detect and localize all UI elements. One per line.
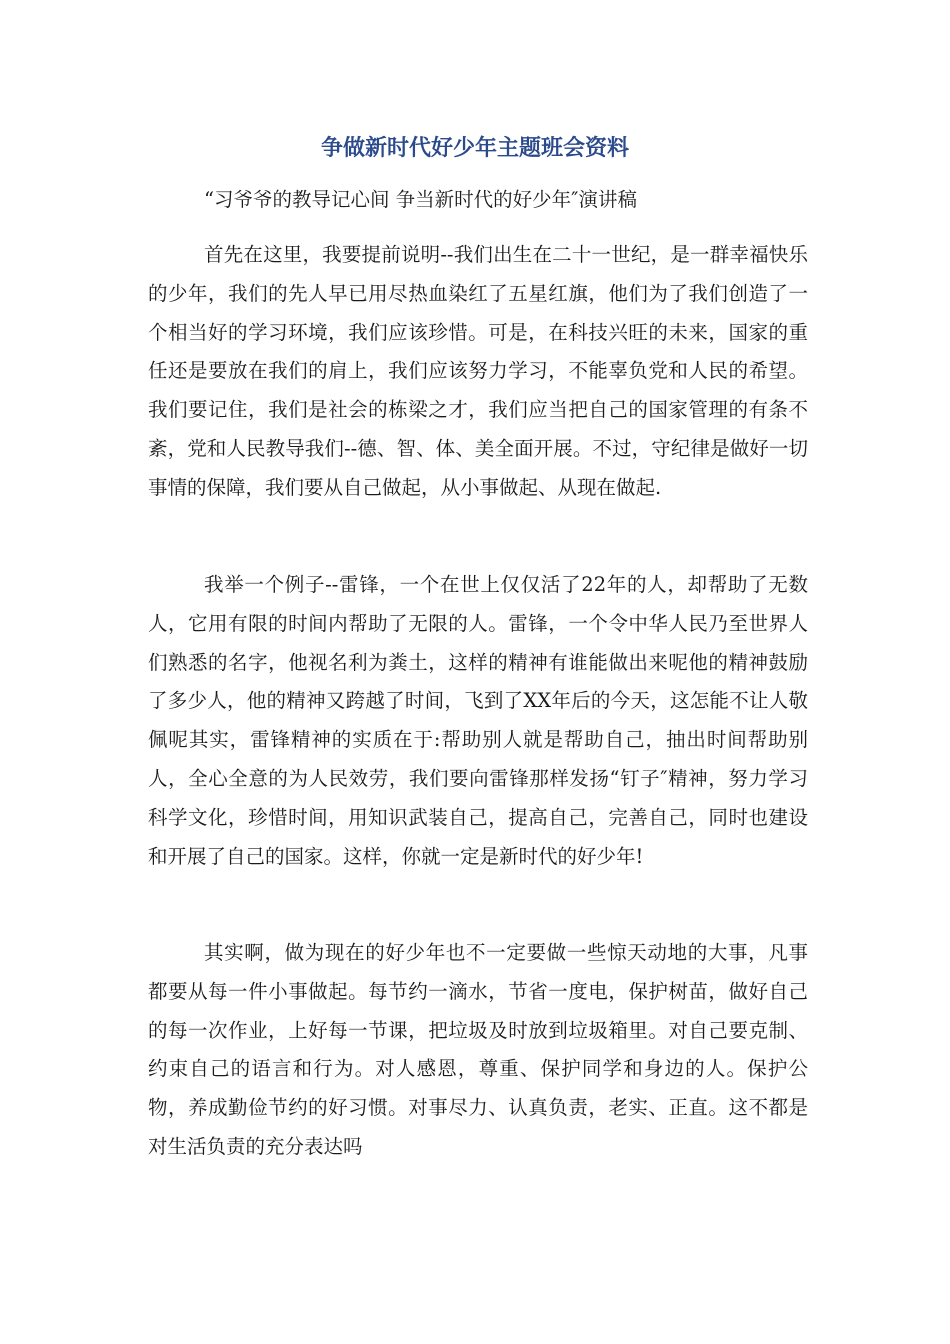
paragraph-intro: 首先在这里，我要提前说明--我们出生在二十一世纪，是一群幸福快乐的少年，我们的先人早已用尽热血染红了五星红旗，他们为了我们创造了一个相当好的学习环境，我们应该珍惜。可是，在科技兴旺的未来，国家的重任还是要放在我们的肩上，我们应该努力学习，不能辜负党和人民的希望。我们要记住，我们是社会的栋梁之才，我们应当把自己的国家管理的有条不紊，党和人民教导我们--德、智、体、美全面开展。不过，守纪律是做好一切事情的保障，我们要从自己做起，从小事做起、从现在做起.	[148, 243, 808, 499]
document-title: 争做新时代好少年主题班会资料	[320, 136, 629, 161]
speech-subtitle: “习爷爷的教导记心间 争当新时代的好少年″演讲稿	[204, 188, 637, 211]
paragraph-small-things: 其实啊，做为现在的好少年也不一定要做一些惊天动地的大事，凡事都要从每一件小事做起。每节约一滴水，节省一度电，保护树苗，做好自己的每一次作业，上好每一节课，把垃圾及时放到垃圾箱里。对自己要克制、约束自己的语言和行为。对人感恩，尊重、保护同学和身边的人。保护公物，养成勤俭节约的好习惯。对事尽力、认真负责，老实、正直。这不都是对生活负责的充分表达吗	[148, 941, 808, 1158]
paragraph-leifeng: 我举一个例子--雷锋，一个在世上仅仅活了22年的人，却帮助了无数人，它用有限的时间内帮助了无限的人。雷锋，一个令中华人民乃至世界人们熟悉的名字，他视名利为粪土，这样的精神有谁能做出来呢他的精神鼓励了多少人，他的精神又跨越了时间，飞到了XX年后的今天，这怎能不让人敬佩呢其实，雷锋精神的实质在于:帮助别人就是帮助自己，抽出时间帮助别人，全心全意的为人民效劳，我们要向雷锋那样发扬“钉子″精神，努力学习科学文化，珍惜时间，用知识武装自己，提高自己，完善自己，同时也建设和开展了自己的国家。这样，你就一定是新时代的好少年!	[148, 573, 808, 868]
